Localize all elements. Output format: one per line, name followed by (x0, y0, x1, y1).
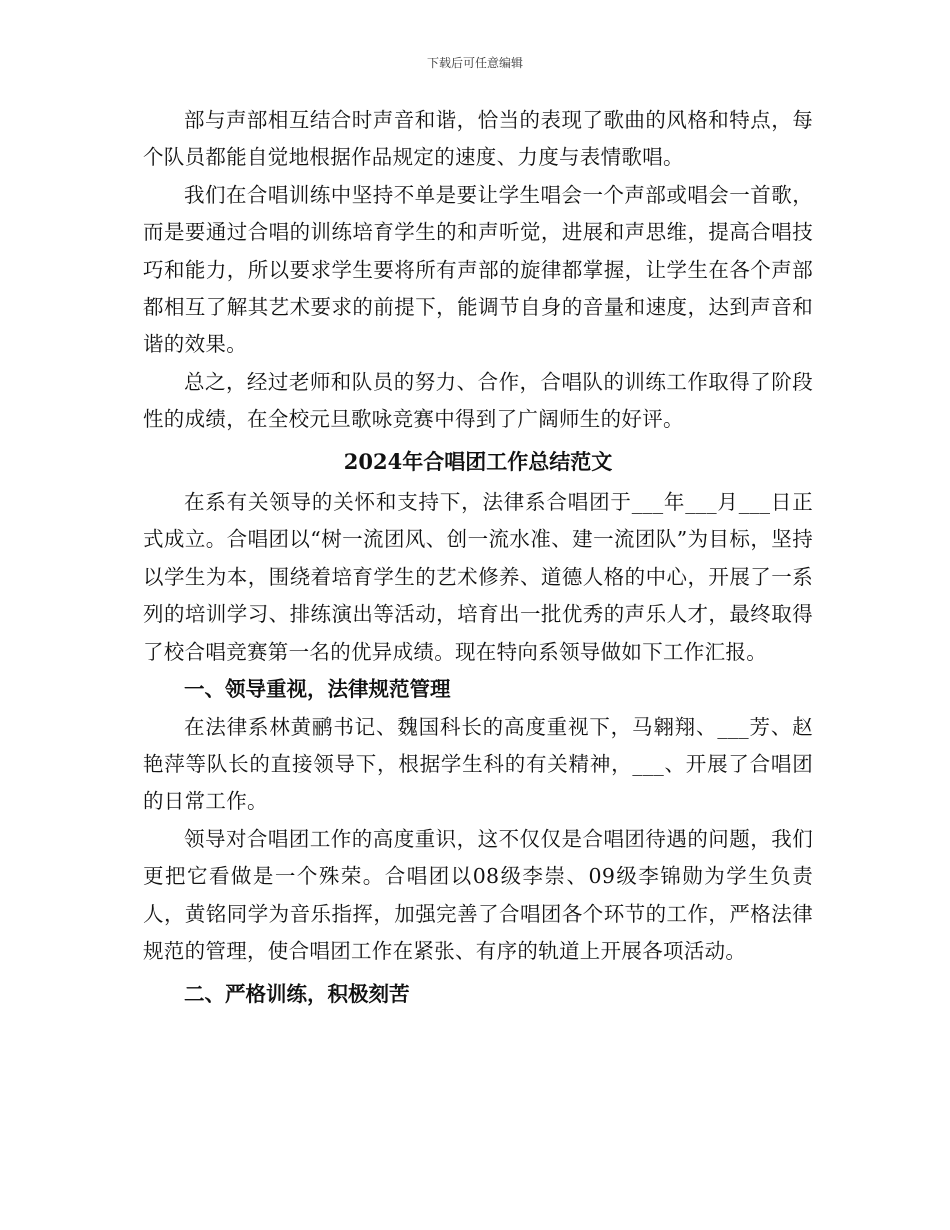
paragraph-continuation: 部与声部相互结合时声音和谐，恰当的表现了歌曲的风格和特点，每个队员都能自觉地根据作品规定的速度、力度与表情歌唱。 (143, 108, 813, 170)
paragraph-section1-b: 领导对合唱团工作的高度重识，这不仅仅是合唱团待遇的问题，我们更把它看做是一个殊荣。合唱团以08级李崇、09级李锦勋为学生负责人，黄铭同学为音乐指挥，加强完善了合唱团各个环节的工作，严格法律规范的管理，使合唱团工作在紧张、有序的轨道上开展各项活动。 (143, 826, 813, 963)
paragraph-section1-a: 在法律系林黄鹂书记、魏国科长的高度重视下，马翱翔、___芳、赵艳萍等队长的直接领导下，根据学生科的有关精神，___、开展了合唱团的日常工作。 (143, 714, 813, 814)
section-heading-2: 二、严格训练，积极刻苦 (184, 982, 410, 1007)
paragraph-intro: 在系有关领导的关怀和支持下，法律系合唱团于___年___月___日正式成立。合唱团以“树一流团风、创一流水准、建一流团队”为目标，坚持以学生为本，围绕着培育学生的艺术修养、道德人格的中心，开展了一系列的培训学习、排练演出等活动，培育出一批优秀的声乐人才，最终取得了校合唱竞赛第一名的优异成绩。现在特向系领导做如下工作汇报。 (143, 490, 813, 664)
header-note: 下载后可任意编辑 (426, 56, 523, 70)
section-heading-1: 一、领导重视，法律规范管理 (184, 677, 451, 702)
document-title: 2024年合唱团工作总结范文 (343, 448, 613, 474)
paragraph-training: 我们在合唱训练中坚持不单是要让学生唱会一个声部或唱会一首歌，而是要通过合唱的训练培育学生的和声听觉，进展和声思维，提高合唱技巧和能力，所以要求学生要将所有声部的旋律都掌握，让学生在各个声部都相互了解其艺术要求的前提下，能调节自身的音量和速度，达到声音和谐的效果。 (143, 182, 813, 357)
document-body (143, 102, 813, 1014)
paragraph-summary: 总之，经过老师和队员的努力、合作，合唱队的训练工作取得了阶段性的成绩，在全校元旦歌咏竞赛中得到了广阔师生的好评。 (143, 369, 813, 432)
